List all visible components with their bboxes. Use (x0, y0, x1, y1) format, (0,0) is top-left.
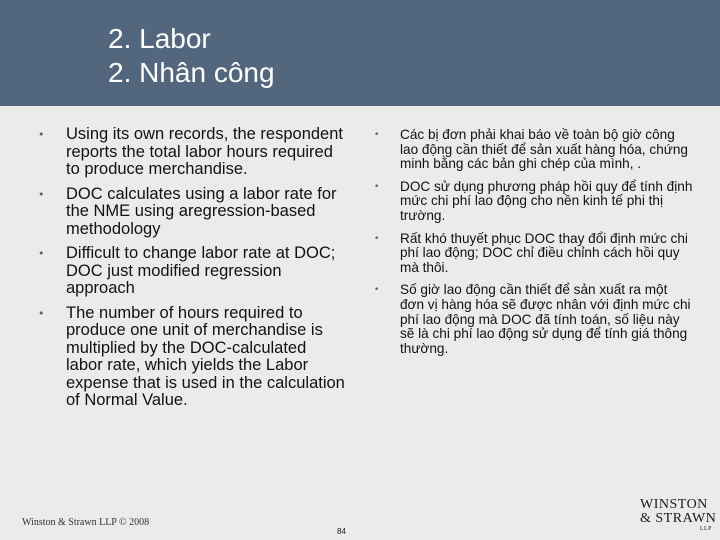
english-bullet-list (36, 126, 346, 417)
bullet-icon: • (374, 130, 380, 140)
logo-line-3: LLP (699, 526, 712, 532)
vietnamese-bullet-text: Rất khó thuyết phục DOC thay đổi định mức chi phí lao động; DOC chỉ điều chỉnh cách hồi quy mà thôi. (400, 230, 688, 275)
footer-copyright: Winston & Strawn LLP © 2008 (22, 517, 150, 528)
bullet-icon: • (374, 285, 380, 296)
english-bullet-text: The number of hours required to produce one unit of merchandise is multiplied by the DOC-calculated labor rate, which yields the Labor expense that is used in the calculation of Normal Value. (66, 303, 345, 409)
vietnamese-bullet-text: Số giờ lao động cần thiết để sản xuất ra một đơn vị hàng hóa sẽ được nhân với định mức chi phí lao động mà DOC đã tính toán, số liệu này sẽ là chi phí lao động sử dụng để tính giá thông thường. (400, 282, 691, 356)
bullet-icon: • (374, 181, 380, 192)
vietnamese-bullet-text: Các bị đơn phải khai báo về toàn bộ giờ công lao động cần thiết để sản xuất hàng hóa, chứng minh bằng các bản ghi chép của mình, . (400, 127, 688, 172)
slide-title-english: 2. Labor (108, 23, 211, 54)
bullet-icon: • (38, 187, 45, 201)
vietnamese-bullet-text: DOC sử dụng phương pháp hồi quy để tính định mức chi phí lao động cho nền kinh tế phi thị trường. (400, 178, 693, 223)
vietnamese-bullet-item (372, 283, 694, 356)
bullet-icon: • (374, 233, 380, 244)
vietnamese-bullet-list (372, 128, 694, 364)
vietnamese-bullet-item (372, 232, 694, 276)
english-bullet-text: Difficult to change labor rate at DOC; DOC just modified regression approach (66, 244, 336, 297)
english-bullet-item (36, 186, 346, 239)
english-bullet-text: Using its own records, the respondent reports the total labor hours required to produce merchandise. (66, 125, 343, 178)
bullet-icon: • (38, 247, 45, 260)
logo-line-1: WINSTON (640, 497, 708, 512)
vietnamese-bullet-item (372, 128, 694, 172)
vietnamese-bullet-item (372, 180, 694, 224)
english-bullet-item (36, 126, 346, 179)
page-number: 84 (337, 527, 346, 536)
title-bar (0, 0, 720, 106)
english-bullet-text: DOC calculates using a labor rate for the NME using aregression-based methodology (66, 184, 337, 238)
bullet-icon: • (38, 306, 45, 320)
slide-title (108, 22, 275, 90)
bullet-icon: • (38, 128, 45, 141)
winston-strawn-logo (640, 498, 716, 533)
slide-title-vietnamese: 2. Nhân công (108, 57, 275, 88)
logo-line-2: & STRAWN (640, 511, 717, 526)
english-bullet-item (36, 245, 346, 298)
english-bullet-item (36, 305, 346, 410)
